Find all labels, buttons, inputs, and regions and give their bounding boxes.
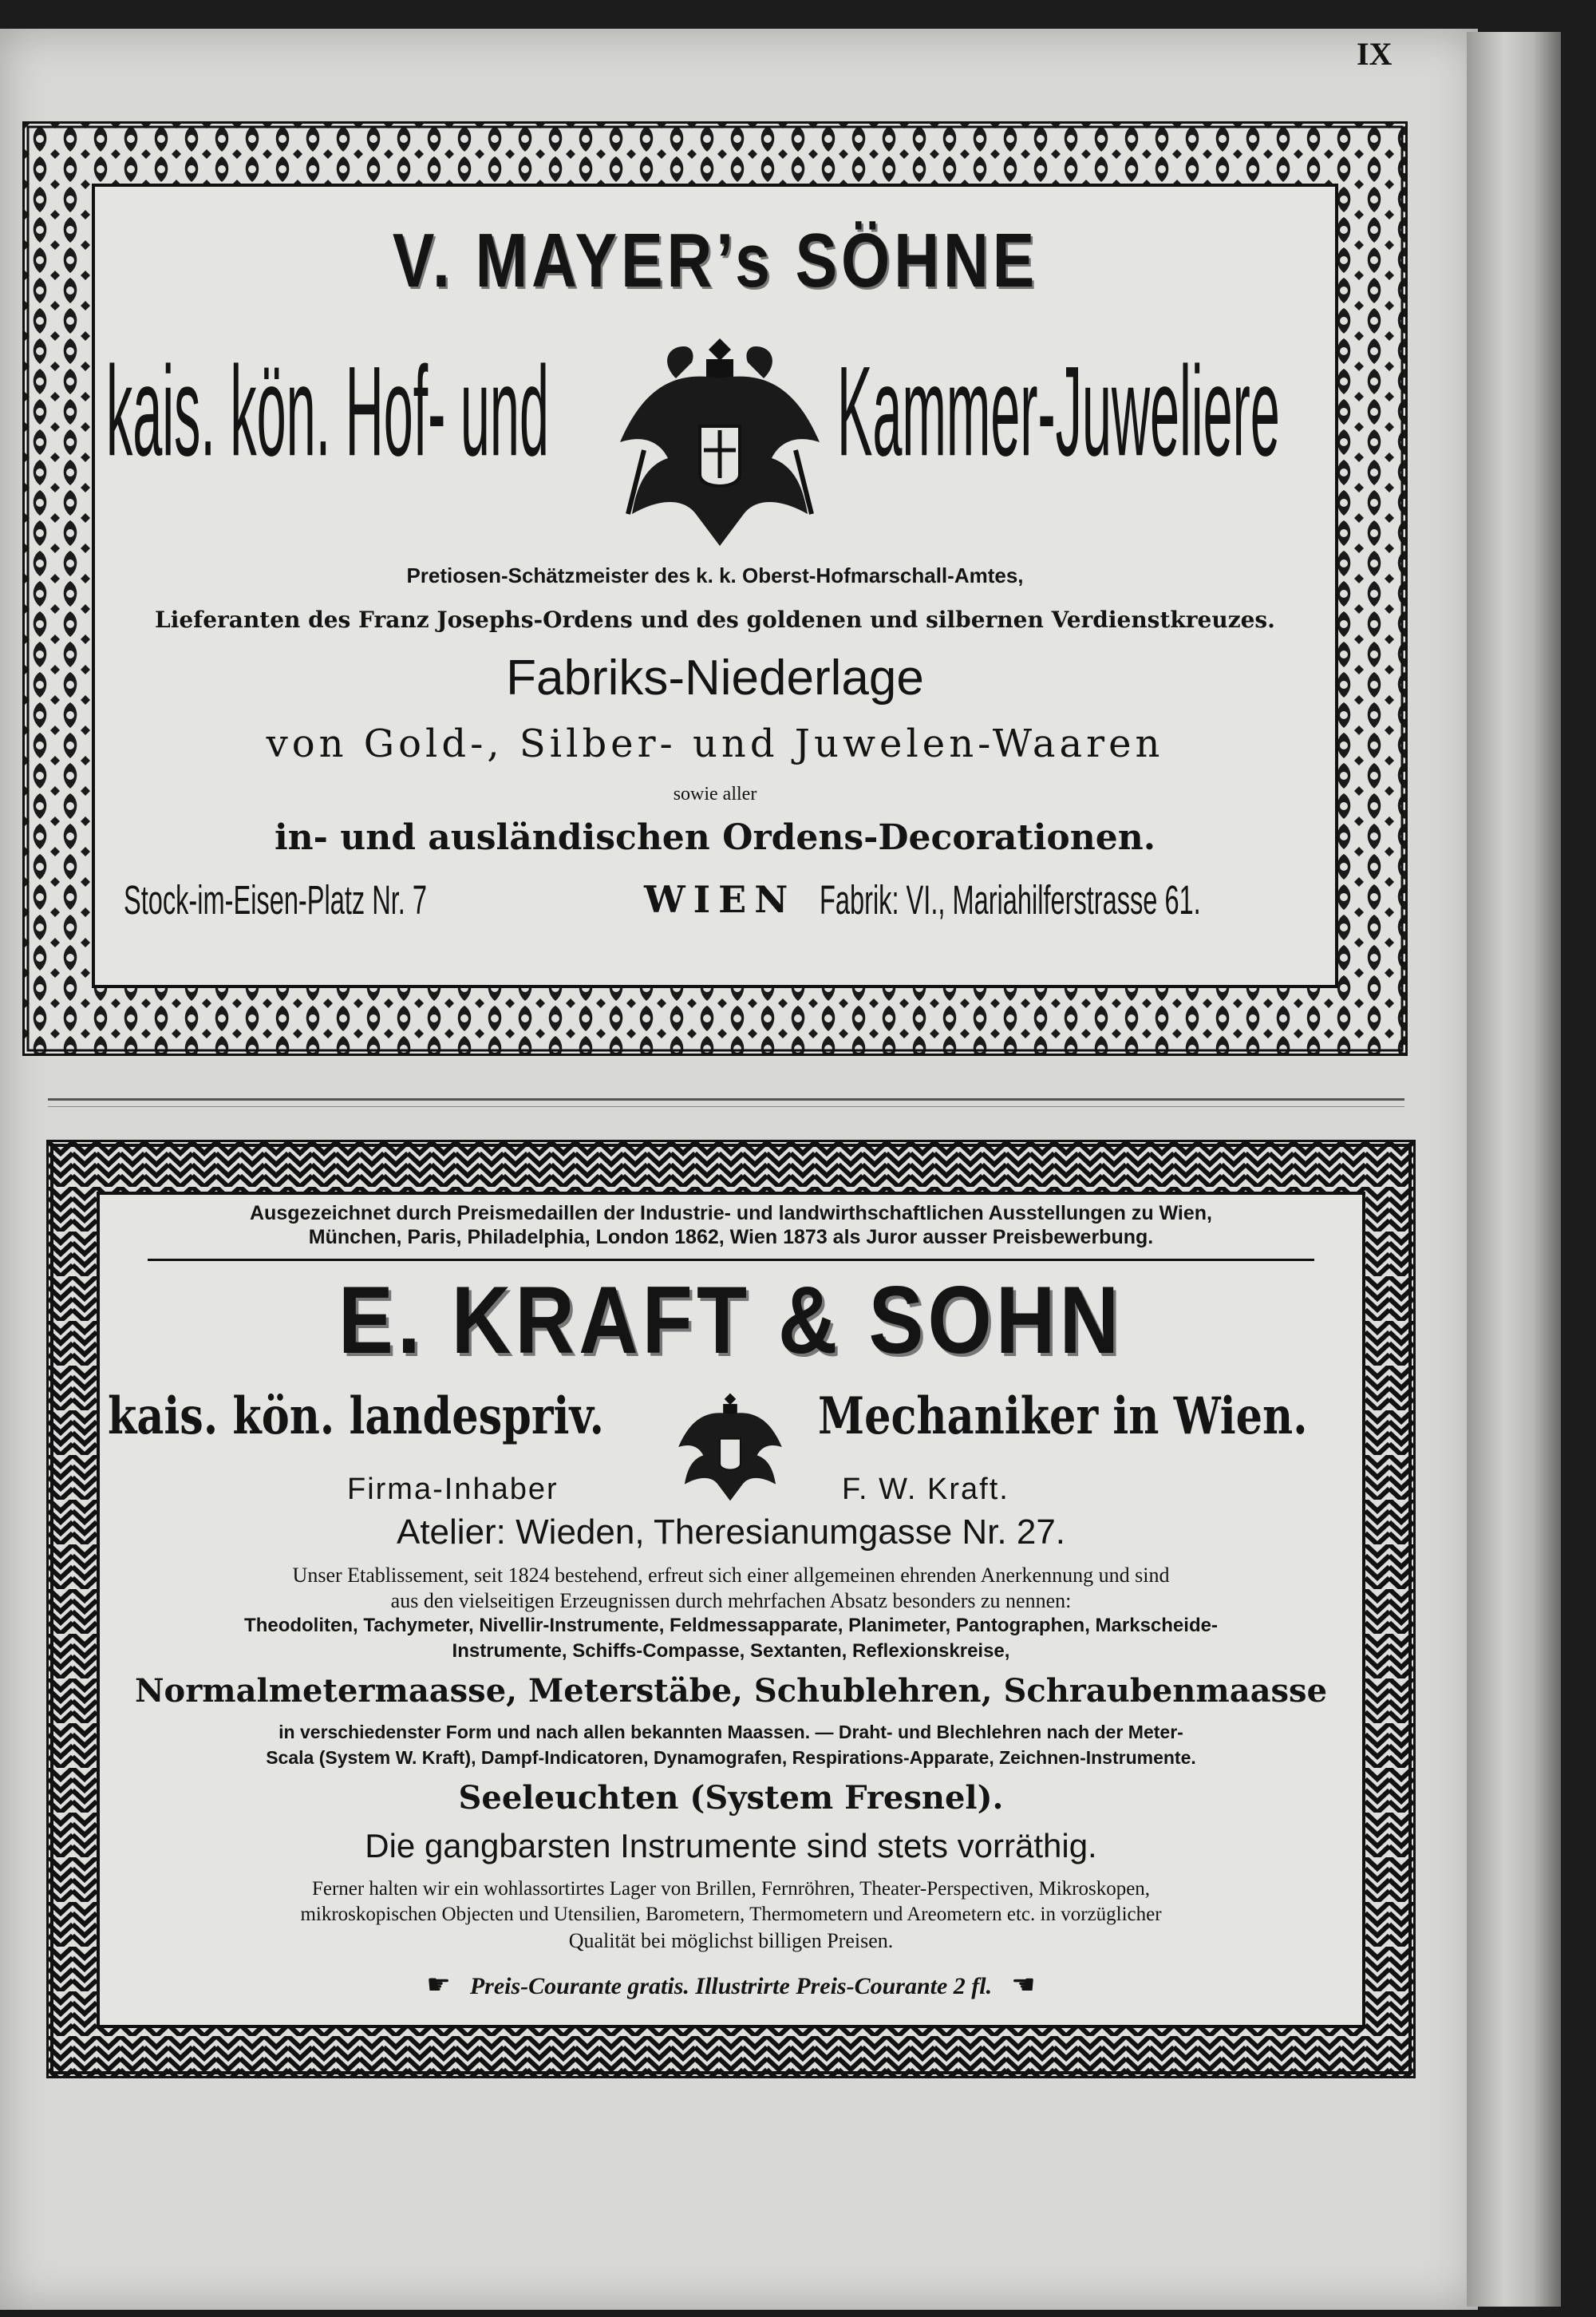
ad-kraft-firma-label: Firma-Inhaber xyxy=(347,1473,559,1506)
ad-kraft-subtitle-right: Mechaniker in Wien. xyxy=(818,1386,1308,1446)
section-divider xyxy=(48,1098,1404,1101)
ad-mayer-subtitle-left: kais. kön. Hof- und xyxy=(106,340,549,484)
pointing-hand-left-icon: ☚ xyxy=(1011,1969,1036,2001)
ad-mayer-address-left: Stock-im-Eisen-Platz Nr. 7 xyxy=(124,878,427,923)
ad-kraft-footer xyxy=(100,1969,1362,2001)
ad-mayer-line-5: sowie aller xyxy=(673,784,757,805)
ad-kraft-stocklist-1: Ferner halten wir ein wohlassortirtes Lager von Brillen, Fernröhren, Theater-Perspectiven, Mikroskopen, xyxy=(311,1878,1151,1900)
ad-kraft-stocklist-2: mikroskopischen Objecten und Utensilien, Barometern, Thermometern und Areometern etc. in vorzüglicher xyxy=(300,1904,1162,1925)
ad-mayer-panel xyxy=(92,184,1338,988)
page-edge xyxy=(1467,32,1561,2307)
ad-kraft-awards-1: Ausgezeichnet durch Preismedaillen der Industrie- und landwirthschaftlichen Ausstellungen zu Wien, xyxy=(250,1202,1212,1224)
pointing-hand-right-icon: ☛ xyxy=(426,1969,451,2001)
ad-kraft-title: E. KRAFT & SOHN xyxy=(338,1267,1124,1374)
ad-mayer-subtitle-right: Kammer-Juweliere xyxy=(837,340,1280,484)
ad-mayer-line-6: in- und ausländischen Ordens-Decorationen. xyxy=(274,817,1156,858)
ad-kraft-stock: Die gangbarsten Instrumente sind stets vorräthig. xyxy=(365,1827,1097,1864)
ad-kraft-seeleuchten: Seeleuchten (System Fresnel). xyxy=(458,1779,1004,1817)
ad-kraft-price-list: Preis-Courante gratis. Illustrirte Preis-Courante 2 fl. xyxy=(469,1973,993,1999)
ad-kraft-subtitle-left: kais. kön. landespriv. xyxy=(108,1386,604,1446)
double-headed-eagle-icon xyxy=(612,322,828,562)
ad-mayer-title: V. MAYER’s SÖHNE xyxy=(392,218,1038,303)
double-headed-eagle-icon xyxy=(674,1383,786,1511)
ad-kraft-awards-2: München, Paris, Philadelphia, London 1862, Wien 1873 als Juror ausser Preisbewerbung. xyxy=(308,1226,1154,1248)
ad-kraft-instruments-2: Instrumente, Schiffs-Compasse, Sextanten, Reflexionskreise, xyxy=(452,1640,1010,1662)
ad-kraft-firma-owner: F. W. Kraft. xyxy=(842,1473,1009,1506)
ad-kraft-intro-2: aus den vielseitigen Erzeugnissen durch mehrfachen Absatz besonders zu nennen: xyxy=(390,1589,1072,1612)
ad-mayer-line-1: Pretiosen-Schätzmeister des k. k. Oberst-Hofmarschall-Amtes, xyxy=(406,563,1024,587)
ad-mayer-line-3: Fabriks-Niederlage xyxy=(506,650,924,706)
ad-mayer-address-right: Fabrik: VI., Mariahilferstrasse 61. xyxy=(820,878,1201,923)
ad-kraft-measures: Normalmetermaasse, Meterstäbe, Schublehren, Schraubenmaasse xyxy=(134,1672,1328,1710)
ad-kraft-instruments-1: Theodoliten, Tachymeter, Nivellir-Instrumente, Feldmessapparate, Planimeter, Pantographen, Markscheide- xyxy=(244,1615,1218,1636)
ad-kraft-panel xyxy=(97,1192,1365,2028)
section-divider-thin xyxy=(48,1106,1404,1107)
ad-kraft-rule xyxy=(148,1259,1314,1261)
ad-kraft-gauges-1: in verschiedenster Form und nach allen bekannten Maassen. — Draht- und Blechlehren nach der Meter- xyxy=(279,1722,1183,1742)
ad-mayer-line-4: von Gold-, Silber- und Juwelen-Waaren xyxy=(266,722,1164,766)
ad-kraft-atelier: Atelier: Wieden, Theresianumgasse Nr. 27. xyxy=(396,1512,1066,1552)
ad-kraft-stocklist-3: Qualität bei möglichst billigen Preisen. xyxy=(568,1929,894,1952)
ad-mayer-address-city: WIEN xyxy=(644,878,796,921)
ad-kraft-intro-1: Unser Etablissement, seit 1824 bestehend, erfreut sich einer allgemeinen ehrenden Anerkennung und sind xyxy=(292,1564,1170,1587)
ad-kraft-gauges-2: Scala (System W. Kraft), Dampf-Indicatoren, Dynamografen, Respirations-Apparate, Zeichnen-Instrumente. xyxy=(266,1747,1196,1768)
page-number: IX xyxy=(1357,36,1393,72)
ad-mayer-frame xyxy=(22,121,1408,1056)
ad-kraft-frame xyxy=(46,1140,1416,2078)
ad-mayer-line-2: Lieferanten des Franz Josephs-Ordens und des goldenen und silbernen Verdienstkreuzes. xyxy=(155,607,1275,633)
